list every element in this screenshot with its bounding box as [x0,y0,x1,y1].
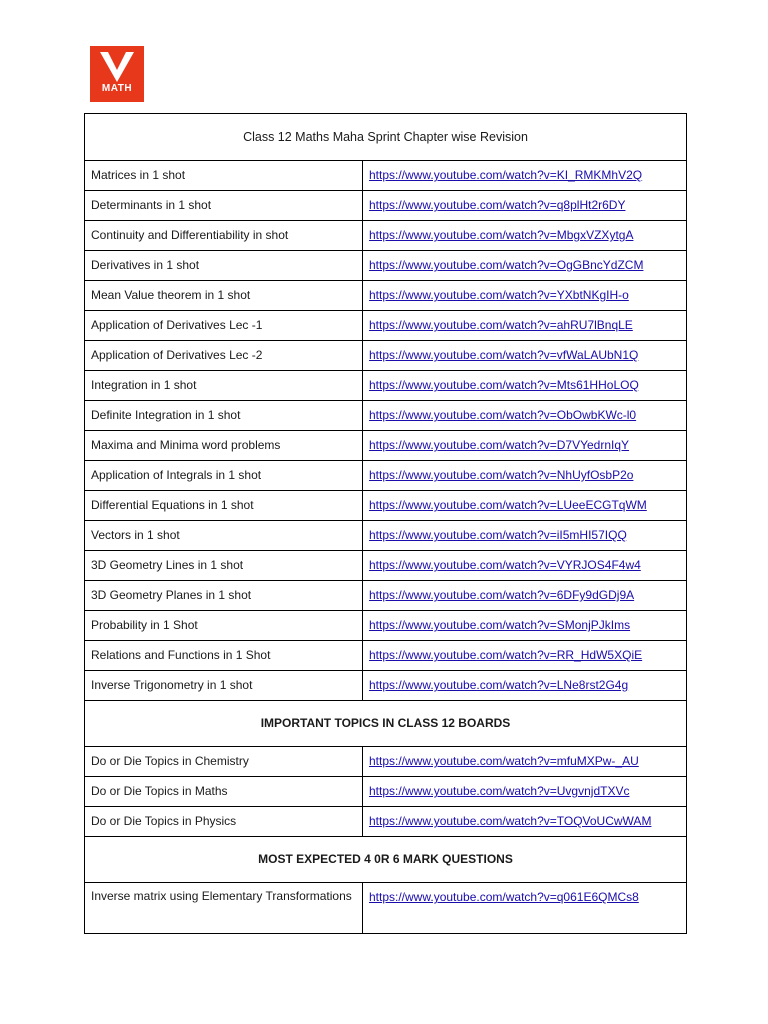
video-link[interactable]: https://www.youtube.com/watch?v=vfWaLAUbN1Q [363,341,687,371]
table-row [85,551,687,581]
section-title-important-topics: IMPORTANT TOPICS IN CLASS 12 BOARDS [85,701,687,747]
topic-cell: Do or Die Topics in Physics [85,807,363,837]
topic-cell: Integration in 1 shot [85,371,363,401]
video-link[interactable]: https://www.youtube.com/watch?v=MbgxVZXytgA [363,221,687,251]
table-row [85,341,687,371]
table-row [85,371,687,401]
topic-cell: Mean Value theorem in 1 shot [85,281,363,311]
table-row [85,641,687,671]
video-link[interactable]: https://www.youtube.com/watch?v=VYRJOS4F4w4 [363,551,687,581]
video-link[interactable]: https://www.youtube.com/watch?v=LNe8rst2G4g [363,671,687,701]
revision-links-table [84,113,687,934]
video-link[interactable]: https://www.youtube.com/watch?v=Mts61HHoLOQ [363,371,687,401]
topic-cell: Determinants in 1 shot [85,191,363,221]
video-link[interactable]: https://www.youtube.com/watch?v=YXbtNKgIH-o [363,281,687,311]
topic-cell: 3D Geometry Planes in 1 shot [85,581,363,611]
topic-cell: Derivatives in 1 shot [85,251,363,281]
topic-cell: Application of Derivatives Lec -1 [85,311,363,341]
video-link[interactable]: https://www.youtube.com/watch?v=KI_RMKMhV2Q [363,161,687,191]
topic-cell: Do or Die Topics in Chemistry [85,747,363,777]
table-row [85,191,687,221]
video-link[interactable]: https://www.youtube.com/watch?v=6DFy9dGDj9A [363,581,687,611]
topic-cell: Application of Derivatives Lec -2 [85,341,363,371]
topic-cell: Application of Integrals in 1 shot [85,461,363,491]
topic-cell: Matrices in 1 shot [85,161,363,191]
vedantu-math-logo [90,46,144,102]
table-row [85,221,687,251]
section-header-row [85,837,687,883]
video-link[interactable]: https://www.youtube.com/watch?v=UvgvnjdTXVc [363,777,687,807]
topic-cell: Continuity and Differentiability in shot [85,221,363,251]
table-title: Class 12 Maths Maha Sprint Chapter wise Revision [85,114,687,161]
video-link[interactable]: https://www.youtube.com/watch?v=q061E6QMCs8 [363,883,687,934]
video-link[interactable]: https://www.youtube.com/watch?v=OgGBncYdZCM [363,251,687,281]
table-row [85,747,687,777]
video-link[interactable]: https://www.youtube.com/watch?v=RR_HdW5XQiE [363,641,687,671]
table-row [85,581,687,611]
video-link[interactable]: https://www.youtube.com/watch?v=ahRU7lBnqLE [363,311,687,341]
video-link[interactable]: https://www.youtube.com/watch?v=ObOwbKWc-l0 [363,401,687,431]
video-link[interactable]: https://www.youtube.com/watch?v=SMonjPJkIms [363,611,687,641]
section-title-expected-questions: MOST EXPECTED 4 0R 6 MARK QUESTIONS [85,837,687,883]
video-link[interactable]: https://www.youtube.com/watch?v=q8plHt2r6DY [363,191,687,221]
topic-cell: Differential Equations in 1 shot [85,491,363,521]
table-row [85,461,687,491]
video-link[interactable]: https://www.youtube.com/watch?v=LUeeECGTqWM [363,491,687,521]
table-row [85,777,687,807]
table-title-row [85,114,687,161]
video-link[interactable]: https://www.youtube.com/watch?v=mfuMXPw-_AU [363,747,687,777]
video-link[interactable]: https://www.youtube.com/watch?v=iI5mHI57IQQ [363,521,687,551]
table-row [85,671,687,701]
table-row [85,431,687,461]
video-link[interactable]: https://www.youtube.com/watch?v=D7VYedrnIqY [363,431,687,461]
section-header-row [85,701,687,747]
table-row [85,807,687,837]
table-row [85,281,687,311]
table-row [85,401,687,431]
table-row [85,883,687,934]
topic-cell: Probability in 1 Shot [85,611,363,641]
table-row [85,311,687,341]
table-row [85,491,687,521]
topic-cell: Do or Die Topics in Maths [85,777,363,807]
topic-cell: 3D Geometry Lines in 1 shot [85,551,363,581]
topic-cell: Inverse matrix using Elementary Transformations [85,883,363,934]
topic-cell: Relations and Functions in 1 Shot [85,641,363,671]
topic-cell: Definite Integration in 1 shot [85,401,363,431]
topic-cell: Maxima and Minima word problems [85,431,363,461]
table-row [85,251,687,281]
v-logo-icon [90,46,144,86]
logo-text: MATH [101,83,133,94]
topic-cell: Inverse Trigonometry in 1 shot [85,671,363,701]
video-link[interactable]: https://www.youtube.com/watch?v=NhUyfOsbP2o [363,461,687,491]
table-row [85,611,687,641]
table-row [85,161,687,191]
topic-cell: Vectors in 1 shot [85,521,363,551]
video-link[interactable]: https://www.youtube.com/watch?v=TOQVoUCwWAM [363,807,687,837]
table-row [85,521,687,551]
